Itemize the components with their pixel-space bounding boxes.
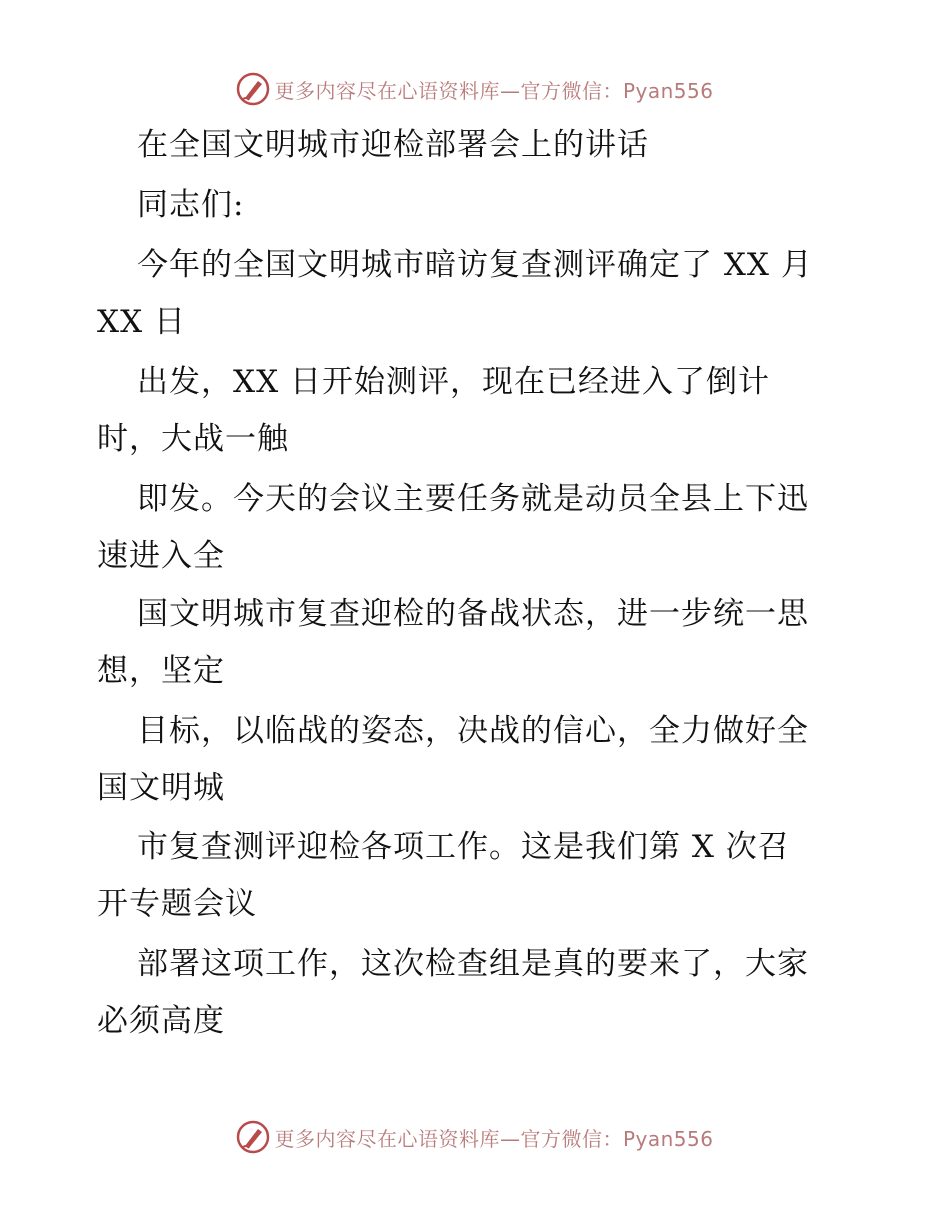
paragraph-line: 必须高度 bbox=[97, 1003, 225, 1039]
paragraph-line: 国文明城 bbox=[97, 770, 225, 806]
paragraph-line: 时，大战一触 bbox=[97, 421, 289, 457]
paragraph-line: 出发，XX 日开始测评，现在已经进入了倒计 bbox=[137, 364, 770, 400]
watermark-text: 更多内容尽在心语资料库—官方微信：Pyan556 bbox=[274, 78, 714, 103]
paragraph-line: 即发。今天的会议主要任务就是动员全县上下迅 bbox=[137, 481, 809, 517]
paragraph-line: 部署这项工作，这次检查组是真的要来了，大家 bbox=[137, 946, 809, 982]
paragraph-line: 市复查测评迎检各项工作。这是我们第 X 次召 bbox=[137, 829, 790, 865]
footer-watermark bbox=[0, 1120, 950, 1154]
watermark-text: 更多内容尽在心语资料库—官方微信：Pyan556 bbox=[274, 1126, 714, 1151]
paragraph-line: 目标，以临战的姿态，决战的信心，全力做好全 bbox=[137, 713, 809, 749]
quill-pen-icon bbox=[236, 72, 270, 106]
paragraph-line: XX 日 bbox=[97, 304, 186, 340]
paragraph-line: 国文明城市复查迎检的备战状态，进一步统一思 bbox=[137, 596, 809, 632]
paragraph-line: 速进入全 bbox=[97, 538, 225, 574]
document-title: 在全国文明城市迎检部署会上的讲话 bbox=[137, 127, 649, 163]
header-watermark bbox=[0, 72, 950, 106]
paragraph-line: 今年的全国文明城市暗访复查测评确定了 XX 月 bbox=[137, 247, 813, 283]
salutation: 同志们: bbox=[137, 187, 245, 223]
quill-pen-icon bbox=[236, 1120, 270, 1154]
paragraph-line: 开专题会议 bbox=[97, 886, 257, 922]
paragraph-line: 想，坚定 bbox=[97, 653, 225, 689]
